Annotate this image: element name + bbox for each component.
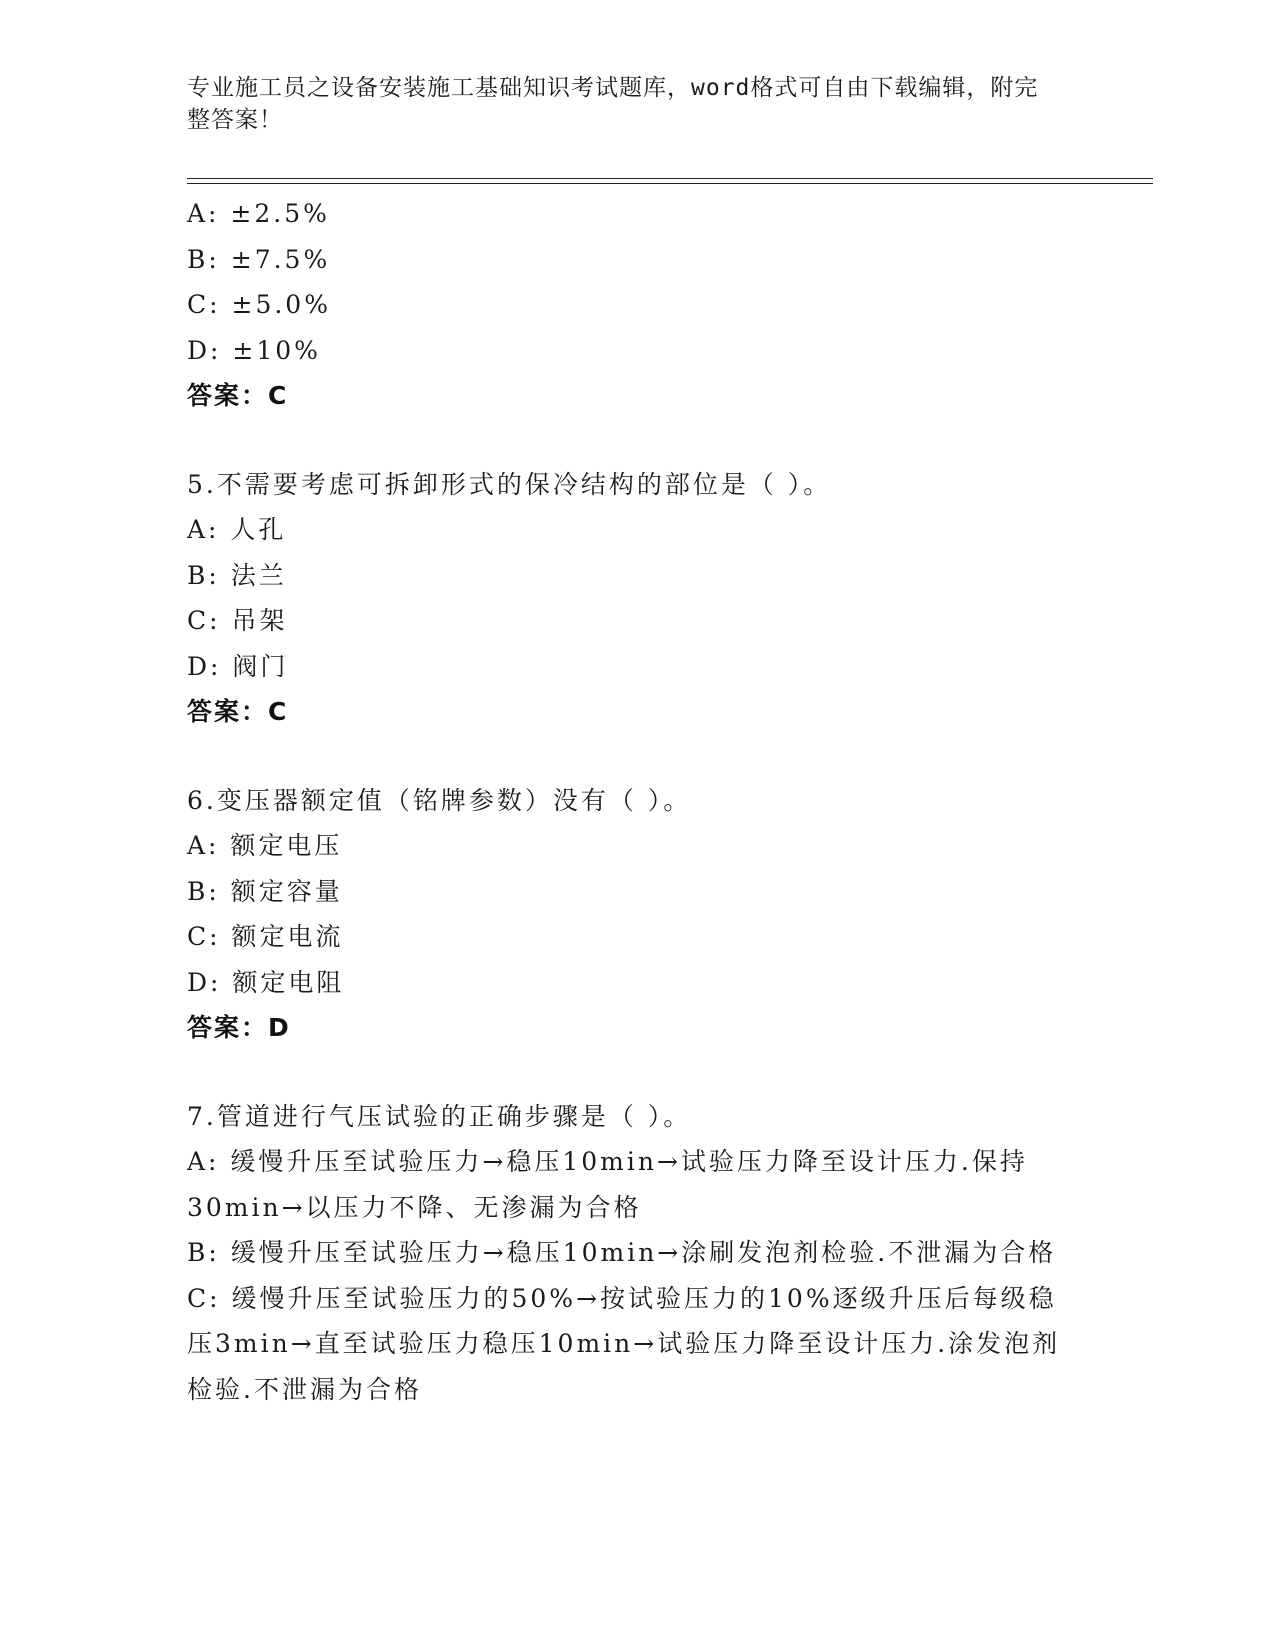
option-c: C: ±5.0% [187, 290, 331, 319]
option-a: A: 额定电压 [187, 831, 343, 860]
question-text: 7.管道进行气压试验的正确步骤是（ ）。 [187, 1101, 692, 1131]
answer: 答案：C [187, 697, 289, 726]
question-content [187, 191, 1087, 1412]
option-d: D: ±10% [187, 335, 321, 365]
question-5-block [187, 462, 1087, 735]
option-c-line-3: 检验.不泄漏为合格 [187, 1374, 422, 1404]
answer: 答案：D [187, 1013, 291, 1042]
option-b: B: 法兰 [187, 560, 287, 590]
question-6-block [187, 778, 1087, 1051]
question-7-block [187, 1094, 1087, 1413]
option-a-line-1: A: 缓慢升压至试验压力→稳压10min→试验压力降至设计压力.保持 [187, 1147, 1028, 1176]
option-d: D: 阀门 [187, 651, 289, 681]
option-b: B: ±7.5% [187, 244, 331, 274]
option-a: A: ±2.5% [187, 199, 330, 228]
option-a: A: 人孔 [187, 515, 287, 544]
option-b: B: 额定容量 [187, 876, 343, 906]
option-c-line-1: C: 缓慢升压至试验压力的50%→按试验压力的10%逐级升压后每级稳 [187, 1283, 1057, 1313]
header-divider-top [187, 178, 1153, 179]
option-b: B: 缓慢升压至试验压力→稳压10min→涂刷发泡剂检验.不泄漏为合格 [187, 1238, 1057, 1267]
document-header [187, 72, 1067, 136]
option-d: D: 额定电阻 [187, 967, 345, 997]
question-text: 5.不需要考虑可拆卸形式的保冷结构的部位是（ ）。 [187, 469, 832, 499]
spacer [187, 735, 1087, 778]
header-line-2: 整答案！ [187, 107, 283, 133]
header-line-1: 专业施工员之设备安装施工基础知识考试题库，word格式可自由下载编辑，附完 [187, 75, 1039, 101]
question-text: 6.变压器额定值（铭牌参数）没有（ ）。 [187, 785, 692, 815]
spacer [187, 419, 1087, 462]
option-c: C: 额定电流 [187, 922, 344, 951]
option-c-line-2: 压3min→直至试验压力稳压10min→试验压力降至设计压力.涂发泡剂 [187, 1329, 1061, 1358]
spacer [187, 1051, 1087, 1094]
option-a-line-2: 30min→以压力不降、无渗漏为合格 [187, 1192, 642, 1222]
header-divider-bottom [187, 183, 1153, 184]
answer: 答案：C [187, 381, 289, 410]
question-4-block [187, 191, 1087, 419]
option-c: C: 吊架 [187, 606, 288, 635]
